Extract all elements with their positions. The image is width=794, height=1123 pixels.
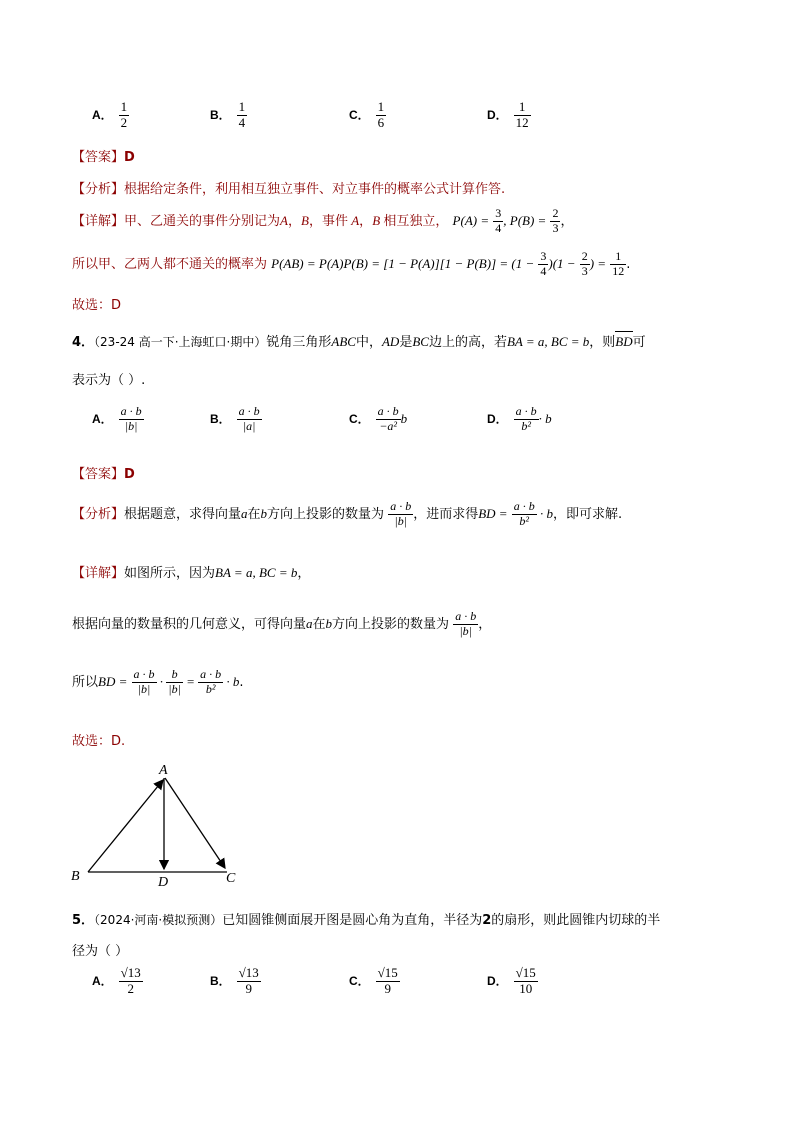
q4-option-a[interactable]: A． $\frac{a \cdot b}{|b|}$ — [92, 404, 142, 433]
q4-option-c[interactable]: C． $\frac{a \cdot b}{\text{−a²}}$ b — [349, 404, 408, 433]
q5-stem-line2: 径为（ ） — [72, 944, 129, 959]
q5-stem: 5．（2024·河南·模拟预测）已知圆锥侧面展开图是圆心角为直角，半径为2的扇形，则此圆锥内切球的半 — [72, 913, 661, 928]
q4-option-b[interactable]: B． $\frac{a \cdot b}{|a|}$ — [210, 404, 260, 433]
q3-option-a[interactable]: A． $\frac{1}{2}$ — [92, 99, 128, 130]
option-label: B． — [210, 107, 231, 122]
q4-option-d[interactable]: D． $\frac{a \cdot b}{\text{b²}}$ · b — [487, 404, 552, 433]
label-b: B — [71, 869, 80, 884]
q4-answer: 【答案】D — [72, 467, 135, 482]
q3-choice: 故选：D — [72, 298, 122, 313]
option-label: C． — [349, 107, 370, 122]
q3-option-b[interactable]: B． $\frac{1}{4}$ — [210, 99, 246, 130]
edge-ba — [88, 780, 163, 872]
label-c: C — [226, 871, 236, 886]
q3-option-d[interactable]: D． $\frac{1}{12}$ — [487, 99, 529, 130]
q4-stem: 4．（23-24 高一下·上海虹口·期中）锐角三角形ABC中，AD是BC边上的高，若BA = a, BC = b，则BD可 — [72, 334, 646, 350]
q3-detail: 【详解】甲、乙通关的事件分别记为A，B，事件 A，B 相互独立， P(A) = $\frac{3}{4}$ , P(B) = $\frac{2}{3}$ ， — [72, 206, 574, 235]
edge-ac — [165, 778, 225, 868]
q3-analysis: 【分析】根据给定条件，利用相互独立事件、对立事件的概率公式计算作答. — [72, 182, 506, 197]
triangle-figure — [66, 758, 246, 888]
q4-stem-line2: 表示为（ ）. — [72, 373, 146, 388]
option-label: A． — [92, 107, 113, 122]
q3-option-c[interactable]: C． $\frac{1}{6}$ — [349, 99, 385, 130]
q5-option-a[interactable]: A． $\frac{√13}{2}$ — [92, 965, 141, 996]
q5-option-d[interactable]: D． $\frac{√15}{10}$ — [487, 965, 536, 996]
label-a: A — [159, 763, 168, 778]
q4-detail-so: 所以BD = $\frac{a \cdot b}{|b|}$ · $\frac{b}{|b|}$ = $\frac{a \cdot b}{\text{b²}}$ · b. — [72, 667, 244, 696]
q5-option-b[interactable]: B． $\frac{√13}{9}$ — [210, 965, 259, 996]
q4-analysis: 【分析】根据题意，求得向量a在b方向上投影的数量为 $\frac{a \cdot b}{|b|}$ ，进而求得BD = $\frac{a \cdot b}{\text{b²}}$ · b，即可求解. — [72, 499, 623, 528]
q4-detail-geo: 根据向量的数量积的几何意义，可得向量a在b方向上投影的数量为 $\frac{a \cdot b}{|b|}$ ， — [72, 609, 492, 638]
q3-detail-line2: 所以甲、乙两人都不通关的概率为 P(AB) = P(A)P(B) = [1 − P(A)][1 − P(B)] = (1 − $\frac{3}{4}$ )(1 − $\frac{2}{3}$ ) = $\frac{1}{12}$ . — [72, 249, 631, 278]
option-label: D． — [487, 107, 508, 122]
q4-detail: 【详解】如图所示，因为BA = a, BC = b， — [72, 565, 311, 581]
q5-option-c[interactable]: C． $\frac{√15}{9}$ — [349, 965, 398, 996]
q3-answer: 【答案】D — [72, 150, 135, 165]
label-d: D — [158, 875, 169, 888]
q4-choice: 故选：D. — [72, 734, 126, 749]
